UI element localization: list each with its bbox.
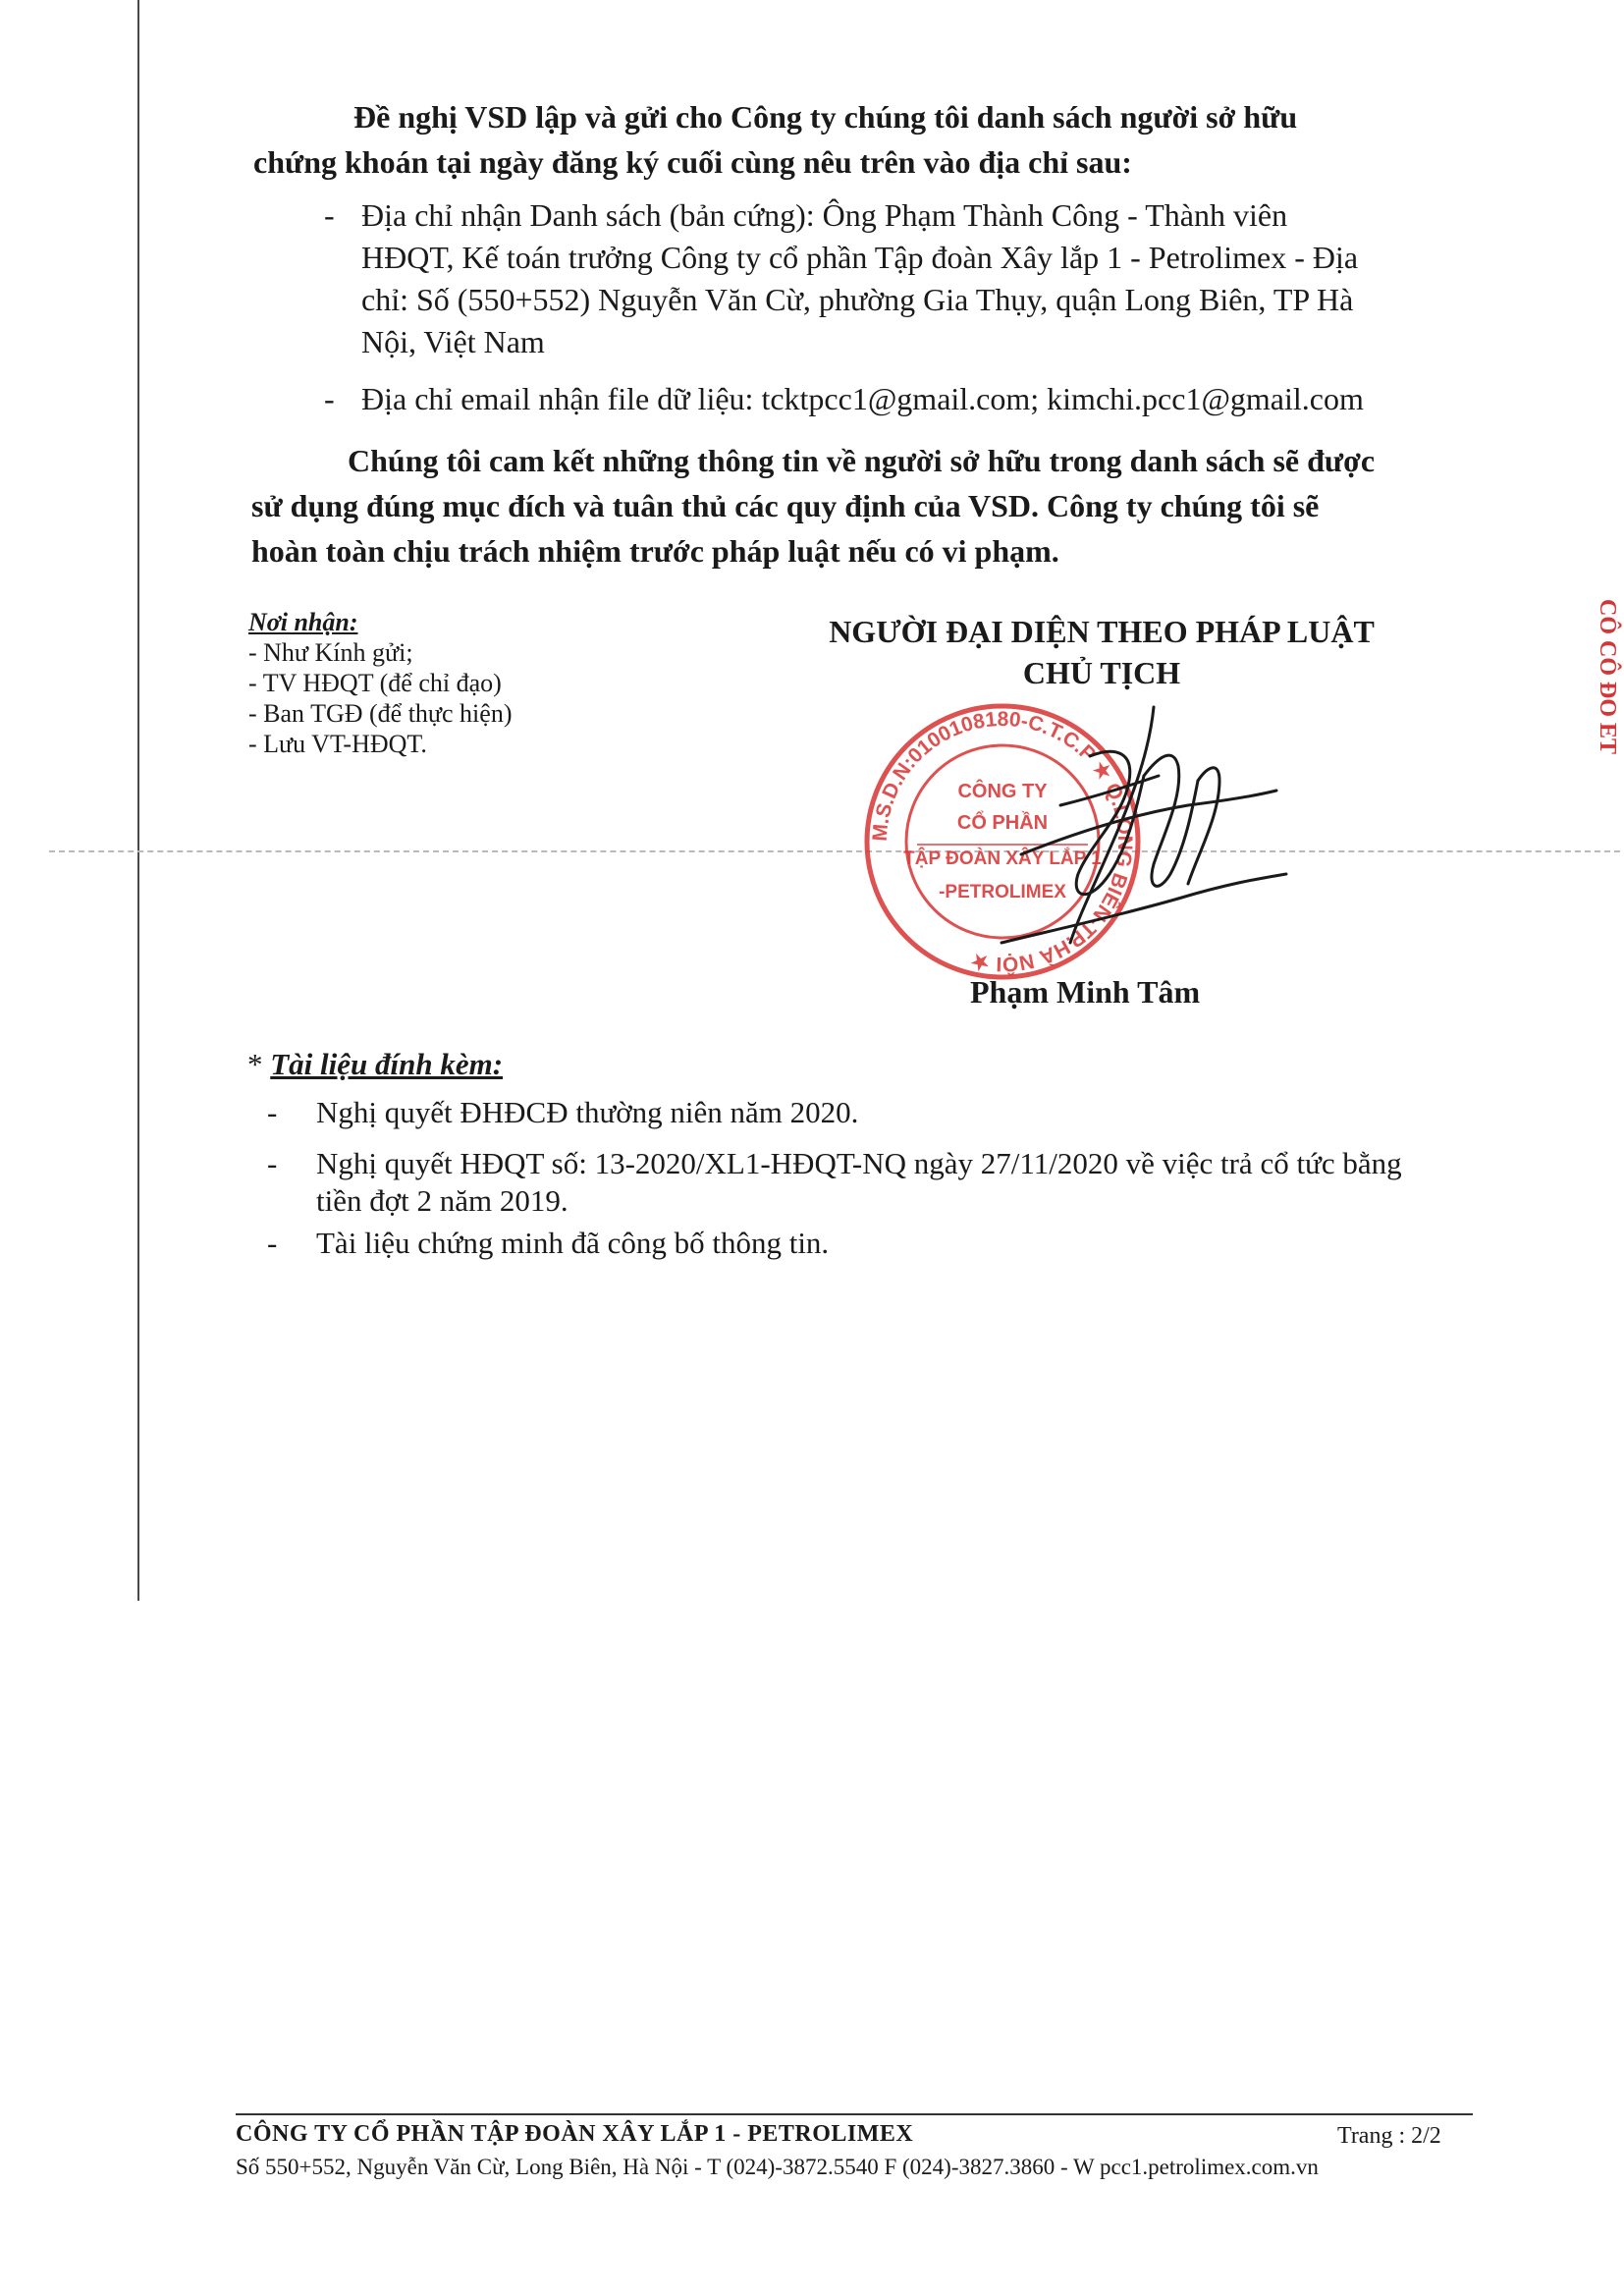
attachments-heading-text: Tài liệu đính kèm: bbox=[270, 1047, 504, 1081]
seal-line-1: CÔNG TY bbox=[957, 781, 1048, 802]
address-line-1: Địa chỉ nhận Danh sách (bản cứng): Ông Phạm Thành Công - Thành viên bbox=[361, 197, 1288, 233]
commitment-line-1: Chúng tôi cam kết những thông tin về người sở hữu trong danh sách sẽ được bbox=[348, 443, 1376, 478]
handwritten-signature bbox=[962, 687, 1296, 982]
seal-ring-text: M.S.D.N:0100108180-C.T.C.P ★ Q.LONG BIÊN-TP.HÀ NỘI ★ bbox=[868, 707, 1137, 976]
signature-title-2: CHỦ TỊCH bbox=[1022, 655, 1181, 690]
attachment-item-text-cont: tiền đợt 2 năm 2019. bbox=[316, 1183, 568, 1218]
address-line-3: chỉ: Số (550+552) Nguyễn Văn Cừ, phường Gia Thụy, quận Long Biên, TP Hà bbox=[361, 282, 1354, 317]
address-item bbox=[324, 194, 1500, 237]
signature-title-1: NGƯỜI ĐẠI DIỆN THEO PHÁP LUẬT bbox=[829, 614, 1375, 649]
request-line-1: Đề nghị VSD lập và gửi cho Công ty chúng tôi danh sách người sở hữu bbox=[353, 99, 1298, 135]
commitment-line-3: hoàn toàn chịu trách nhiệm trước pháp luật nếu có vi phạm. bbox=[251, 533, 1059, 569]
recipients-heading: Nơi nhận: bbox=[248, 608, 358, 636]
list-dash: - bbox=[267, 1095, 278, 1129]
attachment-item-text: Nghị quyết HĐQT số: 13-2020/XL1-HĐQT-NQ ngày 27/11/2020 về việc trả cổ tức bằng bbox=[316, 1146, 1402, 1180]
seal-line-3: TẬP ĐOÀN XÂY LẮP 1 bbox=[903, 848, 1102, 869]
address-line-4: Nội, Việt Nam bbox=[361, 324, 545, 359]
recipient-item: - Ban TGĐ (để thực hiện) bbox=[248, 699, 513, 728]
seal-line-4: -PETROLIMEX bbox=[939, 882, 1066, 902]
recipient-item: - Như Kính gửi; bbox=[248, 638, 413, 667]
attachments-star: * bbox=[247, 1047, 263, 1081]
request-line-2: chứng khoán tại ngày đăng ký cuối cùng nêu trên vào địa chỉ sau: bbox=[253, 144, 1132, 180]
list-dash: - bbox=[324, 381, 335, 416]
attachment-item-text: Nghị quyết ĐHĐCĐ thường niên năm 2020. bbox=[316, 1095, 859, 1129]
side-stamp-fragment: CÔ CÔ ĐO ET bbox=[1595, 599, 1620, 755]
email-line: Địa chỉ email nhận file dữ liệu: tcktpcc1@gmail.com; kimchi.pcc1@gmail.com bbox=[361, 381, 1364, 416]
recipient-item: - Lưu VT-HĐQT. bbox=[248, 730, 427, 758]
attachment-item-2 bbox=[267, 1145, 1402, 1220]
signer-name: Phạm Minh Tâm bbox=[970, 974, 1201, 1010]
address-line-2: HĐQT, Kế toán trưởng Công ty cổ phần Tập đoàn Xây lắp 1 - Petrolimex - Địa bbox=[361, 240, 1359, 275]
recipients-block bbox=[248, 607, 512, 759]
attachment-item-text: Tài liệu chứng minh đã công bố thông tin. bbox=[316, 1226, 830, 1260]
footer-rule bbox=[236, 2113, 1473, 2115]
attachment-item-1 bbox=[267, 1094, 859, 1131]
recipient-item: - TV HĐQT (để chỉ đạo) bbox=[248, 669, 502, 697]
footer-company: CÔNG TY CỔ PHẦN TẬP ĐOÀN XÂY LẮP 1 - PETROLIMEX bbox=[236, 2121, 914, 2147]
footer-address: Số 550+552, Nguyễn Văn Cừ, Long Biên, Hà Nội - T (024)-3872.5540 F (024)-3827.3860 - W pcc1.petrolimex.com.vn bbox=[236, 2155, 1319, 2179]
attachments-heading bbox=[247, 1047, 503, 1082]
seal-line-2: CỔ PHẦN bbox=[956, 812, 1049, 834]
email-item bbox=[324, 378, 1364, 420]
footer-page-number: Trang : 2/2 bbox=[1337, 2123, 1441, 2149]
list-dash: - bbox=[267, 1226, 278, 1260]
commitment-line-2: sử dụng đúng mục đích và tuân thủ các quy định của VSD. Công ty chúng tôi sẽ bbox=[251, 488, 1320, 523]
scan-fold-line bbox=[49, 850, 1620, 852]
left-margin-rule bbox=[137, 0, 139, 1601]
list-dash: - bbox=[267, 1146, 278, 1180]
attachment-item-3 bbox=[267, 1225, 830, 1262]
list-dash: - bbox=[324, 197, 335, 233]
